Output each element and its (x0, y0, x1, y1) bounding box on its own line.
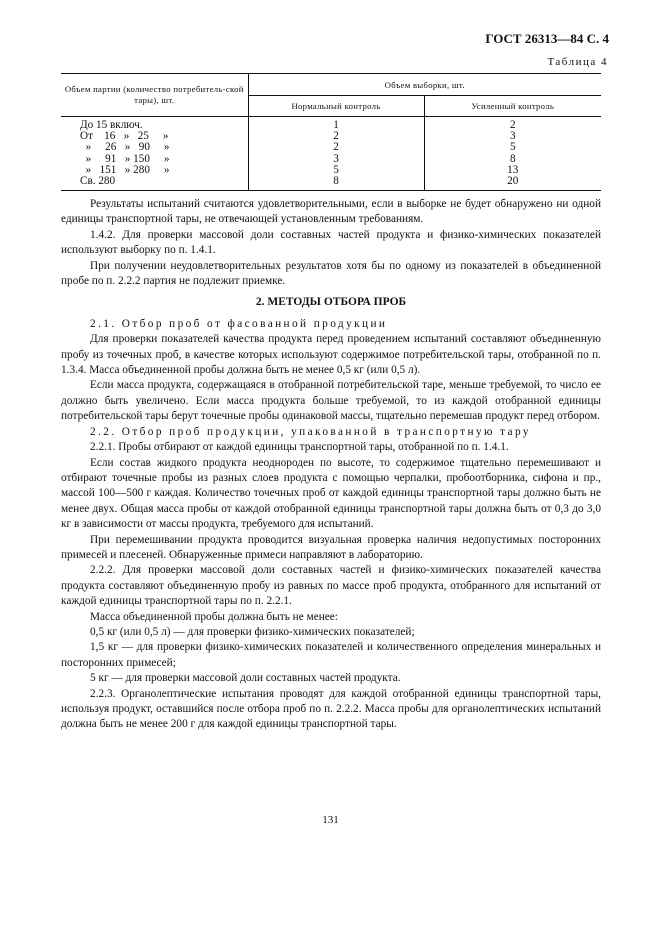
table-row (61, 142, 601, 153)
paragraph: Результаты испытаний считаются удовлетворительными, если в выборке не будет обнаружено ни одной единицы транспортной тары, не отвечающей установленным требованиям. (61, 198, 601, 226)
cell-batch: » 91 » 150 » (61, 154, 248, 165)
cell-batch: » 26 » 90 » (61, 142, 248, 153)
paragraph: 1.4.2. Для проверки массовой доли составных частей продукта и физико-химических показателей используют выборку по п. 1.4.1. (61, 228, 601, 257)
list-item: 1,5 кг — для проверки физико-химических показателей и количественного определения минеральных и посторонних примесей; (61, 641, 601, 669)
table-row (61, 176, 601, 191)
table-row (61, 165, 601, 176)
paragraph: 2.2.2. Для проверки массовой доли составных частей и физико-химических показателей качества продукта составляют объединенную пробу из равных по массе проб продукта, отобранного для испытаний от каждой единицы транспортной тары по п. 2.2.1. (61, 564, 601, 608)
column-header-normal: Нормальный контроль (248, 96, 424, 117)
cell-normal: 5 (248, 165, 424, 176)
cell-normal: 8 (248, 176, 424, 191)
paragraph: Если состав жидкого продукта неоднороден по высоте, то содержимое тщательно перемешивают и отбирают точечные пробы из разных слоев продукта с помощью черпалки, пробоотборника, сифона и пр., массой 100—500 г каждая. Количество точечных проб от каждой единицы транспортной тары должно быть не менее двух. Общая масса пробы от каждой отобранной единицы транспортной тары должна быть от 0,3 до 3,0 кг в зависимости от массы продукта, требуемого для испытаний. (61, 456, 601, 531)
paragraph: Для проверки показателей качества продукта перед проведением испытаний составляют объединенную пробу из точечных проб, в качестве которых используют содержимое потребительской тары, отобранной по п. 1.3.4. Масса объединенной пробы должна быть не менее 0,5 кг (или 0,5 л). (61, 333, 601, 377)
section-heading: 2. МЕТОДЫ ОТБОРА ПРОБ (255, 296, 407, 309)
column-header-sample: Объем выборки, шт. (248, 74, 601, 96)
cell-normal: 3 (248, 154, 424, 165)
cell-tightened: 13 (507, 163, 519, 176)
cell-normal: 2 (248, 131, 424, 142)
list-item: 5 кг — для проверки массовой доли составных частей продукта. (90, 672, 401, 685)
cell-batch: Св. 280 (61, 176, 248, 191)
column-header-tightened: Усиленный контроль (424, 96, 601, 117)
paragraph: Масса объединенной пробы должна быть не менее: (90, 610, 338, 623)
cell-tightened: 8 (509, 152, 516, 165)
cell-batch: От 16 » 25 » (61, 131, 248, 142)
subsection-title-2-1: 2.1. Отбор проб от фасованной продукции (90, 317, 388, 330)
subsection-title-2-2: 2.2. Отбор проб продукции, упакованной в транспортную тару (90, 425, 531, 438)
cell-tightened: 3 (509, 130, 516, 143)
table-row (61, 117, 601, 132)
cell-tightened: 20 (424, 176, 601, 191)
paragraph: При перемешивании продукта проводится визуальная проверка наличия недопустимых посторонних примесей и плесеней. Обнаруженные примеси направляют в лабораторию. (61, 533, 601, 561)
table-label: Таблица 4 (547, 56, 608, 68)
cell-normal: 2 (248, 142, 424, 153)
paragraph: При получении неудовлетворительных результатов хотя бы по одному из показателей в объединенной пробе по п. 2.2.2 партия не подлежит приемке. (61, 259, 601, 288)
sample-size-table (61, 73, 601, 191)
cell-normal: 1 (248, 117, 424, 132)
cell-tightened: 2 (509, 119, 516, 131)
document-body (61, 197, 601, 733)
document-header: ГОСТ 26313—84 С. 4 (485, 31, 609, 46)
column-header-batch: Объем партии (количество потребитель-ской тары), шт. (61, 74, 248, 117)
cell-batch: » 151 » 280 » (61, 165, 248, 176)
paragraph: Если масса продукта, содержащаяся в отобранной потребительской таре, меньше требуемой, то число ее должно быть увеличено. Если масса продукта больше требуемой, то из каждой отобранной единицы потребительской тары берут точечные пробы одинаковой массы, тщательно перемешав продукт перед отбором. (61, 379, 601, 423)
page-number: 131 (322, 814, 339, 826)
paragraph: 2.2.1. Пробы отбирают от каждой единицы транспортной тары, отобранной по п. 1.4.1. (90, 441, 509, 454)
cell-tightened: 5 (509, 141, 516, 154)
list-item: 0,5 кг (или 0,5 л) — для проверки физико-химических показателей; (90, 625, 415, 638)
cell-batch: До 15 включ. (61, 117, 248, 132)
paragraph: 2.2.3. Органолептические испытания проводят для каждой отобранной единицы транспортной тары, используя продукт, оставшийся после отбора проб по п. 2.2.2. Масса пробы для органолептических испытаний должна быть не менее 200 г для каждой единицы транспортной тары. (61, 687, 601, 731)
